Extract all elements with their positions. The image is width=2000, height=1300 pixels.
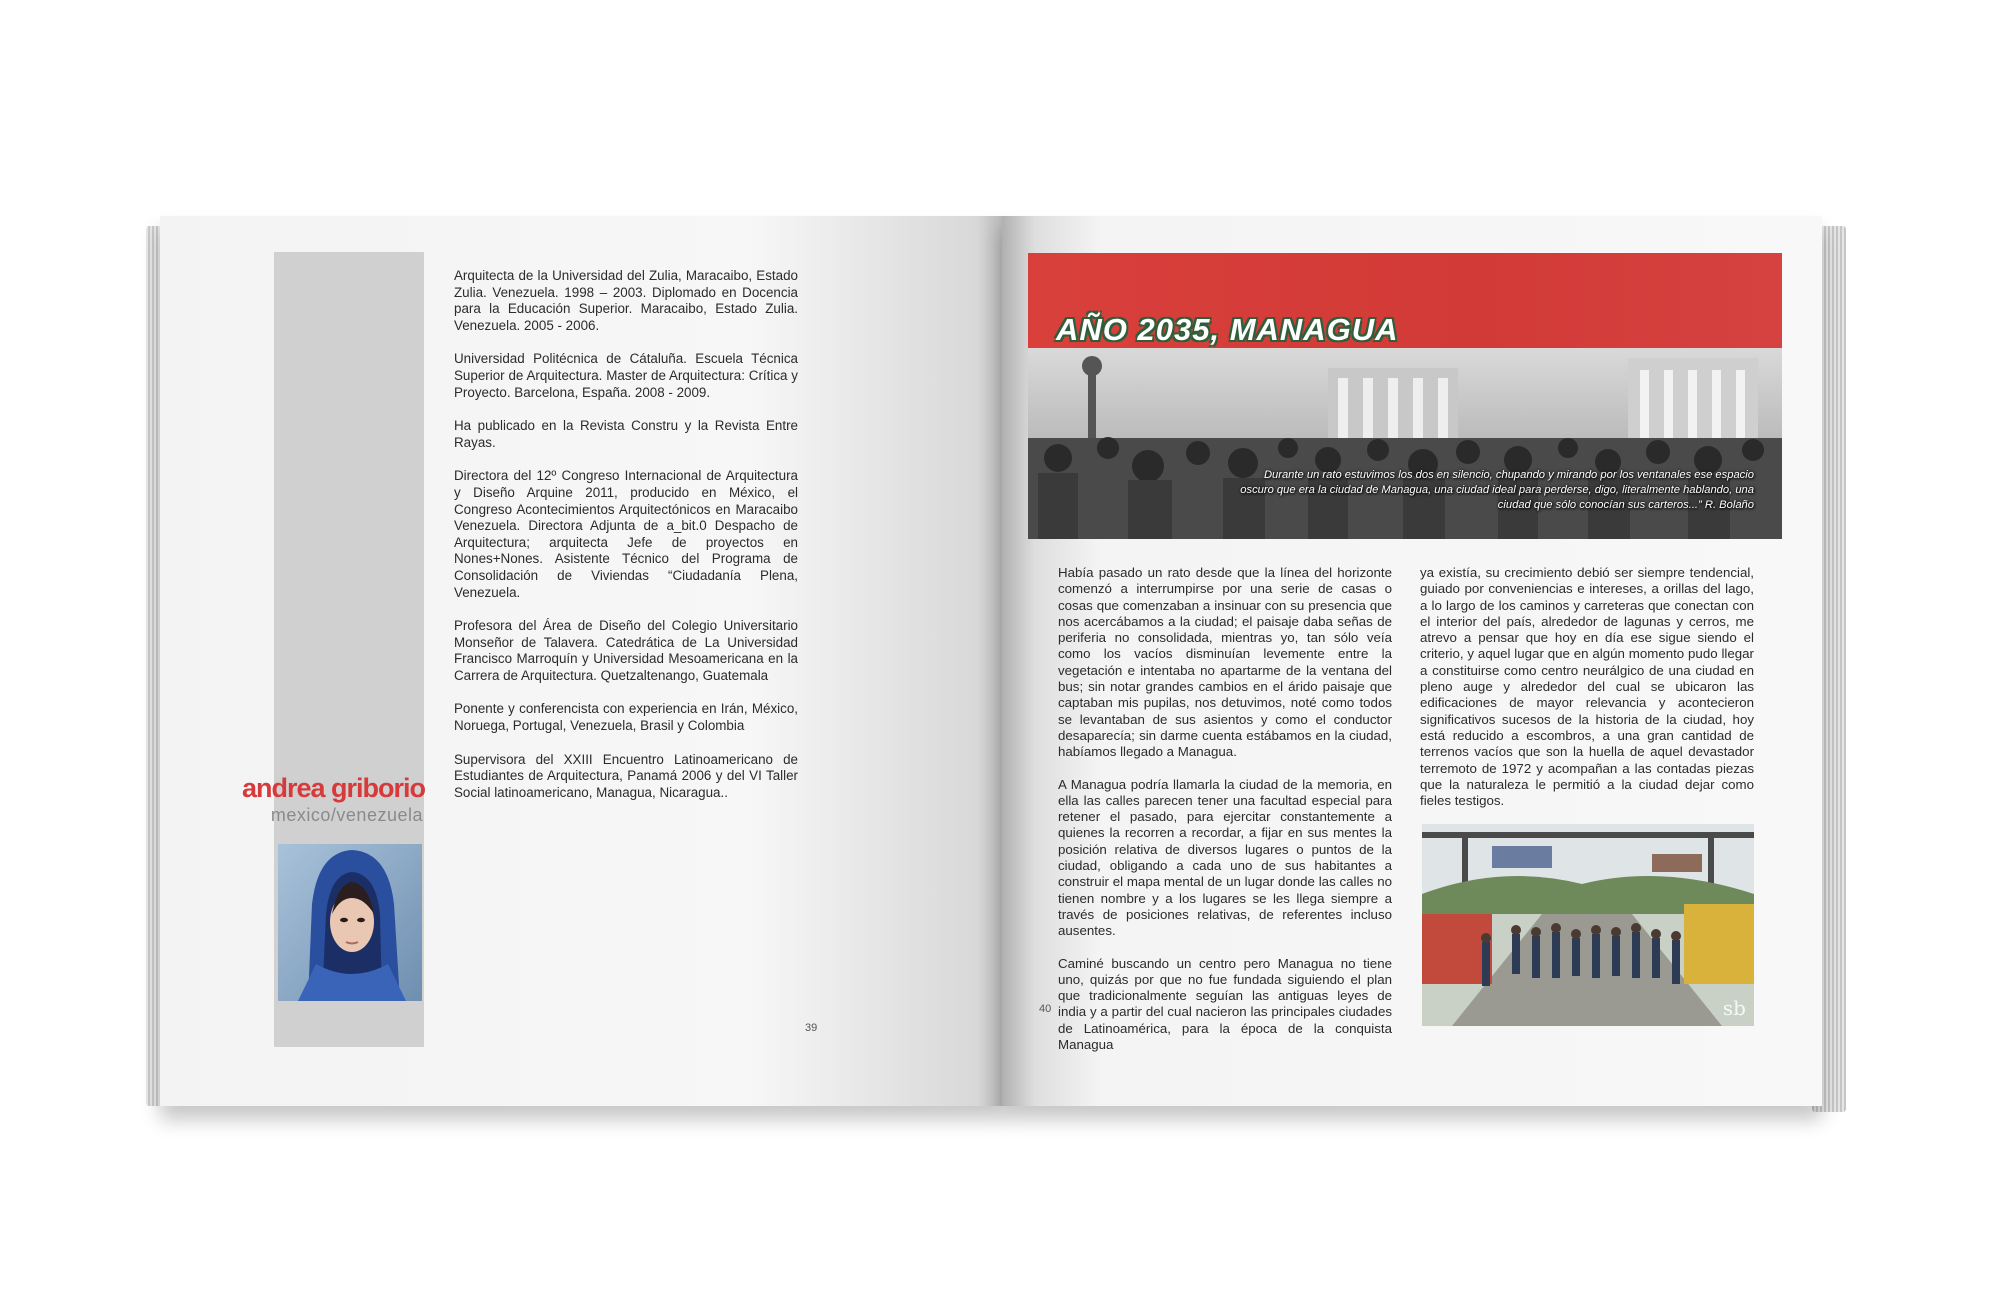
portrait-image — [278, 844, 422, 1001]
article-column-1 — [1058, 565, 1392, 1069]
bio-paragraph: Ha publicado en la Revista Constru y la Revista Entre Rayas. — [454, 418, 798, 450]
author-name: andrea griborio — [241, 773, 425, 803]
article-paragraph: ya existía, su crecimiento debió ser siempre tendencial, guiado por conveniencias e intereses, a orillas del lago, a lo largo de los caminos y carreteras que conectan con el interior del país, alrededor de lagunas y cerros, me atrevo a pensar que hoy en día ese sigue siendo el criterio, y aquel lugar que en algún momento pudo llegar a constituirse como centro neurálgico de una ciudad en pleno auge y alrededor del cual se ubicaron las edificaciones de mayor relevancia y acontecieron significativos sucesos de la historia de la ciudad, hoy está reducido a escombros, a una gran cantidad de terrenos vacíos que son la huella de aquel devastador terremoto de 1972 y acompañan a las contadas piezas que la naturaleza le permitió a la ciudad dejar como fieles testigos. — [1420, 565, 1754, 809]
article-title — [1056, 312, 1399, 352]
bio-paragraph: Directora del 12º Congreso Internacional de Arquitectura y Diseño Arquine 2011, producido en México, el Congreso Acontecimientos Arquitectónicos en Maracaibo Venezuela. Directora Adjunta de a_bit.0 Despacho de Arquitectura; arquitecta Jefe de proyectos en Nones+Nones. Asistente Técnico del Programa de Consolidación de Viviendas “Ciudadanía Plena, Venezuela. — [454, 468, 798, 600]
author-country: mexico/venezuela — [270, 805, 423, 825]
author-portrait — [278, 844, 422, 1001]
bio-paragraph: Profesora del Área de Diseño del Colegio Universitario Monseñor de Talavera. Catedrática de La Universidad Francisco Marroquín y Universidad Mesoamericana en la Carrera de Arquitectura. Quetzaltenango, Guatemala — [454, 618, 798, 683]
street-photo — [1422, 824, 1754, 1026]
bio-paragraph: Arquitecta de la Universidad del Zulia, Maracaibo, Estado Zulia. Venezuela. 1998 – 2003. Diplomado en Docencia para la Educación Superior. Maracaibo, Estado Zulia. Venezuela. 2005 - 2006. — [454, 268, 798, 333]
bio-paragraph: Ponente y conferencista con experiencia en Irán, México, Noruega, Portugal, Venezuela, Brasil y Colombia — [454, 701, 798, 734]
article-paragraph: Caminé buscando un centro pero Managua no tiene uno, quizás por que no fue fundada siguiendo el plan que tradicionalmente seguían las antiguas leyes de india y a partir del cual nacieron las principales ciudades de Latinoamérica, para la época de la conquista Managua — [1058, 955, 1392, 1053]
epigraph-quote: Durante un rato estuvimos los dos en silencio, chupando y mirando por los ventanales ese espacio oscuro que era la ciudad de Managua, una ciudad ideal para perderse, digo, literalmente hablando, una ciudad que sólo conocían sus carteros...” R. Bolaño — [1240, 469, 1754, 511]
page-number-left: 39 — [805, 1022, 818, 1034]
bio-paragraph: Supervisora del XXIII Encuentro Latinoamericano de Estudiantes de Arquitectura, Panamá 2006 y del VI Taller Social latinoamericano, Managua, Nicaragua.. — [454, 751, 798, 800]
author-bio — [454, 268, 798, 818]
article-paragraph: Había pasado un rato desde que la línea del horizonte comenzó a interrumpirse por una serie de casas o cosas que comenzaban a insinuar con su presencia que nos acercábamos a la ciudad; el paisaje daba señas de periferia no consolidada, mientras yo, tan sólo veía como los vacíos disminuían levemente entre la vegetación e intentaba no apartarme de la ventana del bus; sin notar grandes cambios en el árido paisaje que captaban mis pupilas, nos detuvimos, noté como todos se levantaban de sus asientos y como el conductor desaparecía; sin darme cuenta estábamos en la ciudad, habíamos llegado a Managua. — [1058, 565, 1392, 760]
article-title-text: AÑO 2035, MANAGUA — [1056, 312, 1399, 347]
article-paragraph: A Managua podría llamarla la ciudad de la memoria, en ella las calles parecen tener una facultad especial para retener el pasado, para ejercitar constantemente a quienes la recorren a recordar, a fijar en sus mentes la posición relativa de diversos lugares o puntos de la ciudad, obligando a cada uno de sus habitantes a construir el mapa mental de un lugar donde las calles no tienen nombre y a los lugares se les llega siempre a través de posiciones relativas, de referentes incluso ausentes. — [1058, 776, 1392, 939]
bio-paragraph: Universidad Politécnica de Cátaluña. Escuela Técnica Superior de Arquitectura. Master de Arquitectura: Crítica y Proyecto. Barcelona, España. 2008 - 2009. — [454, 351, 798, 400]
street-image — [1422, 824, 1754, 1026]
article-column-2 — [1420, 565, 1754, 825]
page-number-right: 40 — [1039, 1003, 1052, 1015]
crowd-photo — [1028, 348, 1782, 539]
photo-signature: sb — [1722, 996, 1746, 1020]
